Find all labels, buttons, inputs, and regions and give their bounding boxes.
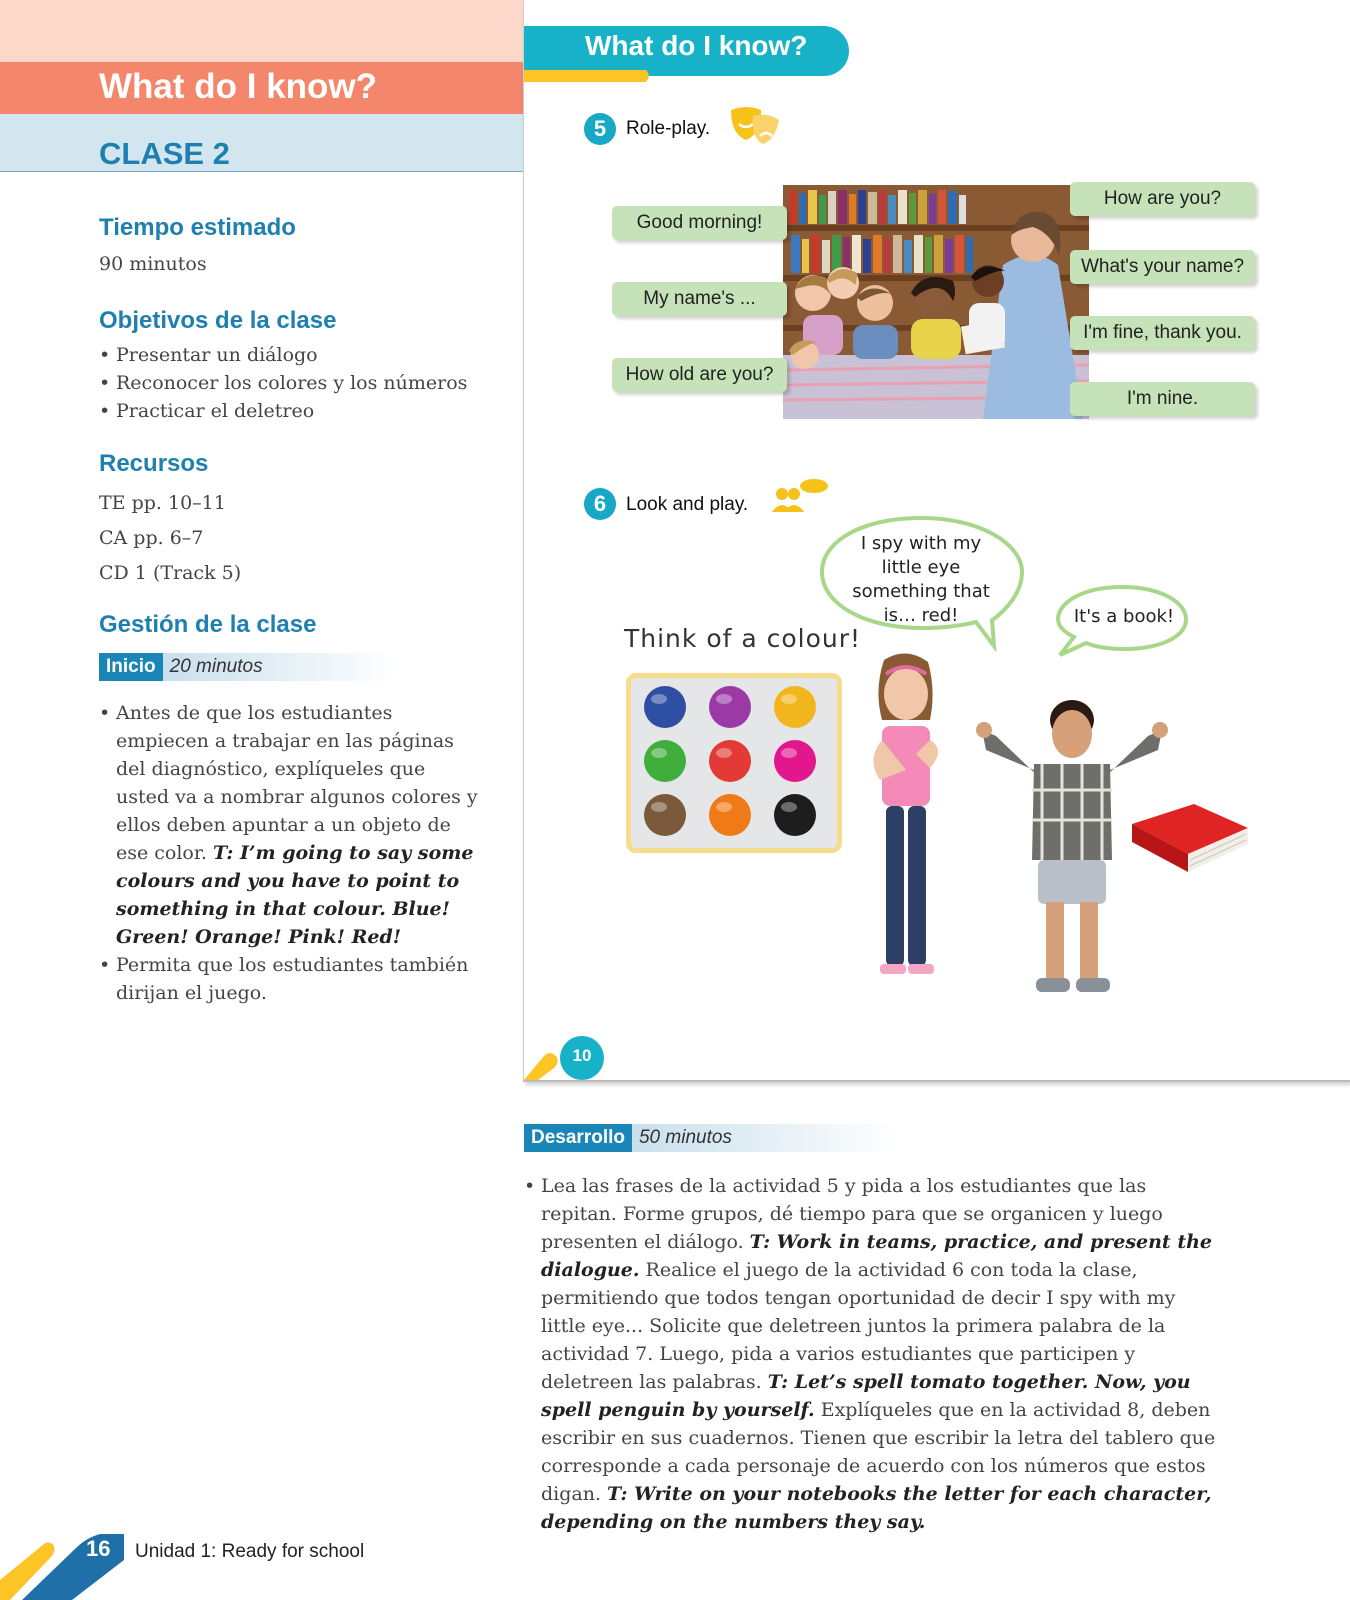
think-of-a-colour: Think of a colour! [624, 624, 862, 653]
classroom-photo [783, 185, 1089, 419]
list-item: CD 1 (Track 5) [99, 562, 242, 584]
desarrollo-list [524, 1172, 1224, 1536]
list-item: TE pp. 10–11 [99, 492, 226, 514]
inicio-duration: 20 minutos [163, 653, 399, 681]
objectives-section [99, 307, 519, 425]
footer-stripe [0, 1520, 140, 1600]
desarrollo-text-3: Explíqueles que en la actividad 8, deben escribir en sus cuadernos. Tienen que escribir la letra del tablero que corresponde a cada personaje de acuerdo con los números que estos digan. [541, 1399, 1216, 1505]
section-title-bar [0, 62, 523, 114]
colour-dots [631, 678, 837, 848]
colour-dot [644, 794, 686, 836]
resources-heading: Recursos [99, 450, 209, 477]
colour-dot [644, 740, 686, 782]
colour-dot-highlight [716, 748, 732, 758]
desarrollo-text-1: Lea las frases de la actividad 5 y pida a los estudiantes que las repitan. Forme grupos, dé tiempo para que se organicen y luego presenten el diálogo. [541, 1175, 1163, 1253]
footer-unit-label: Unidad 1: Ready for school [135, 1541, 365, 1562]
banner-title: What do I know? [585, 30, 808, 61]
colour-dot [644, 686, 686, 728]
colour-board [626, 673, 842, 853]
list-item: • Permita que los estudiantes también dirijan el juego. [99, 951, 484, 1007]
colour-dot-highlight [651, 748, 667, 758]
girl-figure [846, 650, 966, 1000]
desarrollo-text-2: Realice el juego de la actividad 6 con toda la clase, permitiendo que todos tengan oportunidad de decir I spy with my little eye... Solicite que deletreen juntos la primera palabra de la actividad 7. Luego, pida a varios estudiantes que participen y deletreen las palabras. [541, 1259, 1176, 1393]
activity-6-label: Look and play. [626, 494, 749, 515]
colour-dot-highlight [651, 694, 667, 704]
list-item: CA pp. 6–7 [99, 527, 204, 549]
activity-5-number: 5 [584, 113, 616, 145]
management-heading: Gestión de la clase [99, 611, 317, 638]
red-book-image [1124, 798, 1254, 880]
dialogue-bubble: I'm nine. [1070, 382, 1255, 416]
colour-dot-highlight [781, 802, 797, 812]
pair-work-icon [770, 478, 832, 518]
colour-dot [774, 740, 816, 782]
list-item [99, 699, 484, 951]
desarrollo-english-1: T: Work in teams, practice, and present the dialogue. [541, 1231, 1212, 1281]
desarrollo-duration: 50 minutos [632, 1124, 900, 1152]
inicio-list [99, 699, 484, 1007]
dialogue-bubble: My name's ... [612, 282, 787, 316]
activity-5-label: Role-play. [626, 118, 711, 139]
inicio-label: Inicio [99, 653, 163, 681]
resources-list [99, 486, 499, 591]
list-item: • Practicar el deletreo [99, 397, 519, 425]
activity-6-number: 6 [584, 488, 616, 520]
management-section [99, 611, 519, 1007]
time-value: 90 minutos [99, 253, 207, 275]
section-title: What do I know? [99, 67, 378, 106]
header-peach-strip [0, 0, 523, 62]
list-item [524, 1172, 1224, 1536]
dialogue-bubble: How are you? [1070, 182, 1255, 216]
desarrollo-phase-label [524, 1124, 900, 1152]
drama-masks-icon [727, 104, 787, 146]
inicio-phase-label [99, 653, 399, 681]
student-page-number: 10 [572, 1046, 592, 1065]
desarrollo-english-2: T: Let’s spell tomato together. Now, you spell penguin by yourself. [541, 1371, 1191, 1421]
desarrollo-english-3: T: Write on your notebooks the letter for each character, depending on the numbers they say. [541, 1483, 1212, 1533]
class-title-bar [0, 114, 523, 172]
colour-dot [709, 686, 751, 728]
colour-dot-highlight [781, 748, 797, 758]
time-section [99, 214, 499, 278]
dialogue-bubble: How old are you? [612, 358, 787, 392]
inicio-text: Antes de que los estudiantes empiecen a trabajar en las páginas del diagnóstico, explíqueles que usted va a nombrar algunos colores y ellos deben apuntar a un objeto de ese color. [116, 702, 478, 864]
class-title: CLASE 2 [99, 136, 230, 171]
student-book-page [523, 0, 1350, 1082]
list-item: • Presentar un diálogo [99, 341, 519, 369]
speech-boy: It's a book! [1073, 606, 1175, 627]
speech-girl: I spy with my little eye something that is… red! [852, 533, 990, 626]
time-heading: Tiempo estimado [99, 214, 296, 241]
colour-dot [709, 794, 751, 836]
footer-page-number: 16 [86, 1536, 111, 1561]
dialogue-bubble: What's your name? [1070, 250, 1255, 284]
colour-dot [774, 686, 816, 728]
objectives-list [99, 341, 519, 425]
classroom-illustration [783, 185, 1089, 419]
colour-dot-highlight [651, 802, 667, 812]
desarrollo-label: Desarrollo [524, 1124, 632, 1152]
colour-dot [709, 740, 751, 782]
resources-section [99, 450, 499, 591]
colour-dot-highlight [716, 802, 732, 812]
dialogue-bubble: I'm fine, thank you. [1070, 316, 1255, 350]
colour-dot-highlight [781, 694, 797, 704]
colour-dot-highlight [716, 694, 732, 704]
list-item: • Reconocer los colores y los números [99, 369, 519, 397]
colour-dot [774, 794, 816, 836]
objectives-heading: Objetivos de la clase [99, 307, 337, 334]
inicio-english-prompt: T: I’m going to say some colours and you have to point to something in that colour. Blue! Green! Orange! Pink! Red! [116, 842, 474, 948]
dialogue-bubble: Good morning! [612, 206, 787, 240]
